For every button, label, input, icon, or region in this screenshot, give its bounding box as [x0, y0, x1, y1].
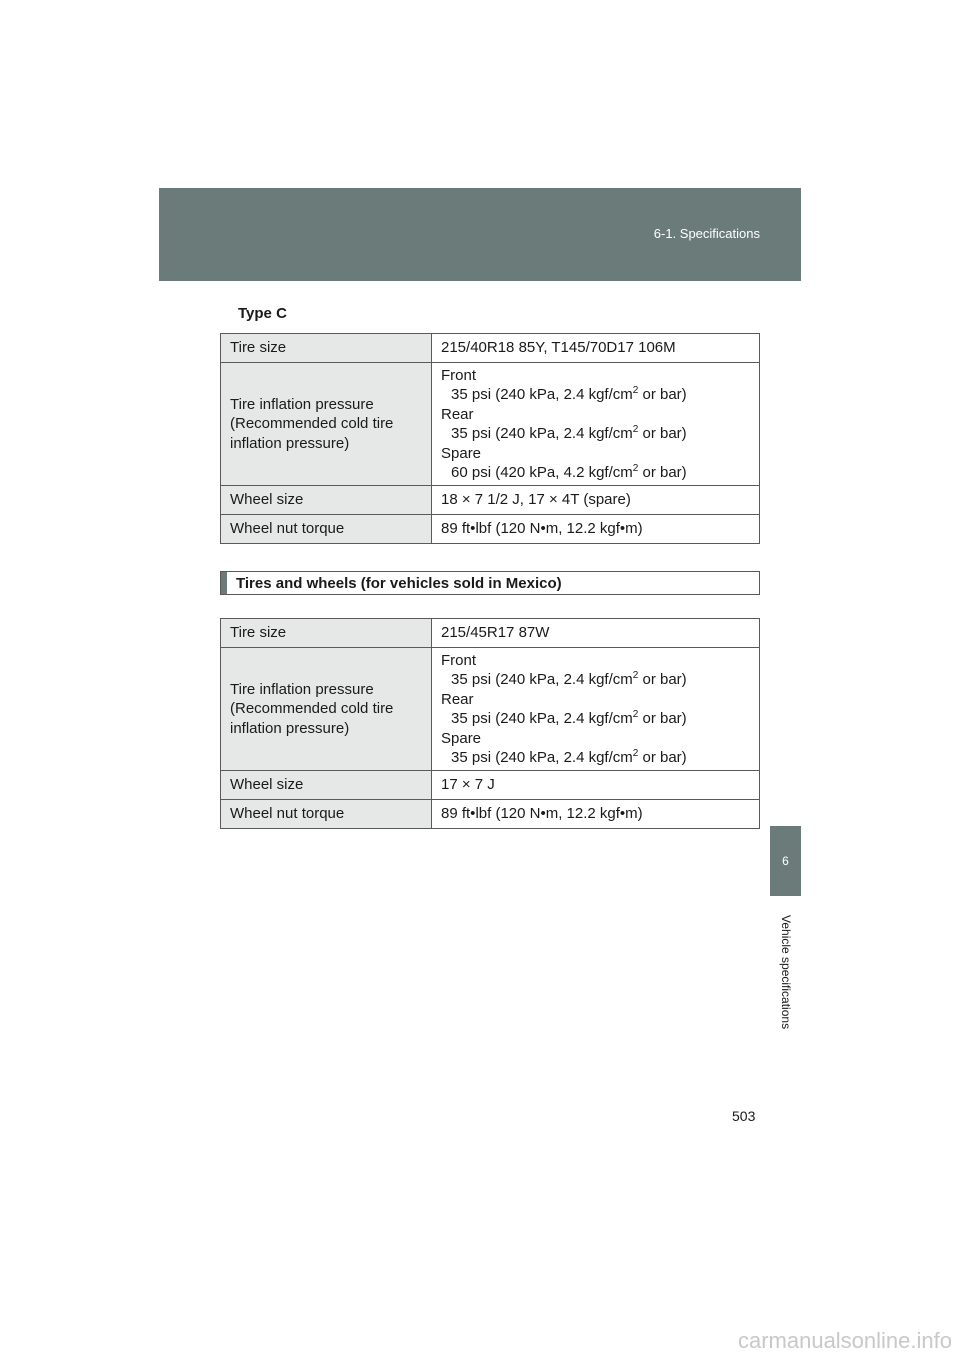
label-line: inflation pressure) [230, 719, 350, 737]
chapter-number: 6 [782, 854, 789, 868]
row-label: Wheel size [221, 771, 432, 800]
chapter-tab[interactable] [770, 826, 801, 896]
row-value: 215/45R17 87W [432, 619, 760, 648]
label-line: Tire inflation pressure [230, 680, 374, 698]
row-label: Tire size [221, 619, 432, 648]
table-row [221, 515, 760, 544]
label-line: (Recommended cold tire [230, 700, 394, 718]
spec-table-mexico [220, 618, 760, 829]
spare-value: 60 psi (420 kPa, 4.2 kgf/$cm^2$ or bar) [451, 463, 687, 481]
rear-value: 35 psi (240 kPa, 2.4 kgf/$cm^2$ or bar) [451, 424, 687, 442]
table-row [221, 619, 760, 648]
row-label: Tire size [221, 334, 432, 363]
type-label: Type C [238, 305, 287, 322]
label-line: Tire inflation pressure [230, 395, 374, 413]
row-label [221, 648, 432, 771]
row-value: 89 ft•lbf (120 N•m, 12.2 kgf•m) [432, 515, 760, 544]
header-band [159, 188, 801, 281]
row-value: 18 × 7 1/2 J, 17 × 4T (spare) [432, 486, 760, 515]
page-number: 503 [732, 1108, 756, 1124]
spec-table-type-c [220, 333, 760, 544]
row-label: Wheel nut torque [221, 800, 432, 829]
front-label: Front [441, 366, 477, 384]
front-value: 35 psi (240 kPa, 2.4 kgf/$cm^2$ or bar) [451, 385, 687, 403]
row-value: 17 × 7 J [432, 771, 760, 800]
row-label: Wheel size [221, 486, 432, 515]
spare-value: 35 psi (240 kPa, 2.4 kgf/$cm^2$ or bar) [451, 748, 687, 766]
table-row [221, 334, 760, 363]
table-row [221, 771, 760, 800]
table-row [221, 648, 760, 771]
section-title: 6-1. Specifications [653, 226, 760, 241]
spare-label: Spare [441, 729, 482, 747]
front-label: Front [441, 651, 477, 669]
row-value: 89 ft•lbf (120 N•m, 12.2 kgf•m) [432, 800, 760, 829]
heading-title: Tires and wheels (for vehicles sold in Mexico) [236, 574, 562, 592]
watermark[interactable]: carmanualsonline.info [737, 1328, 952, 1353]
table-row [221, 800, 760, 829]
spare-label: Spare [441, 444, 482, 462]
table-row [221, 486, 760, 515]
front-value: 35 psi (240 kPa, 2.4 kgf/$cm^2$ or bar) [451, 670, 687, 688]
rear-label: Rear [441, 405, 474, 423]
chapter-label: Vehicle specifications [779, 915, 793, 1030]
rear-value: 35 psi (240 kPa, 2.4 kgf/$cm^2$ or bar) [451, 709, 687, 727]
rear-label: Rear [441, 690, 474, 708]
row-value: 215/40R18 85Y, T145/70D17 106M [432, 334, 760, 363]
row-label [221, 363, 432, 486]
table-row [221, 363, 760, 486]
label-line: (Recommended cold tire [230, 415, 394, 433]
row-value [432, 648, 760, 771]
row-value [432, 363, 760, 486]
label-line: inflation pressure) [230, 434, 350, 452]
row-label: Wheel nut torque [221, 515, 432, 544]
section-heading [220, 571, 760, 595]
